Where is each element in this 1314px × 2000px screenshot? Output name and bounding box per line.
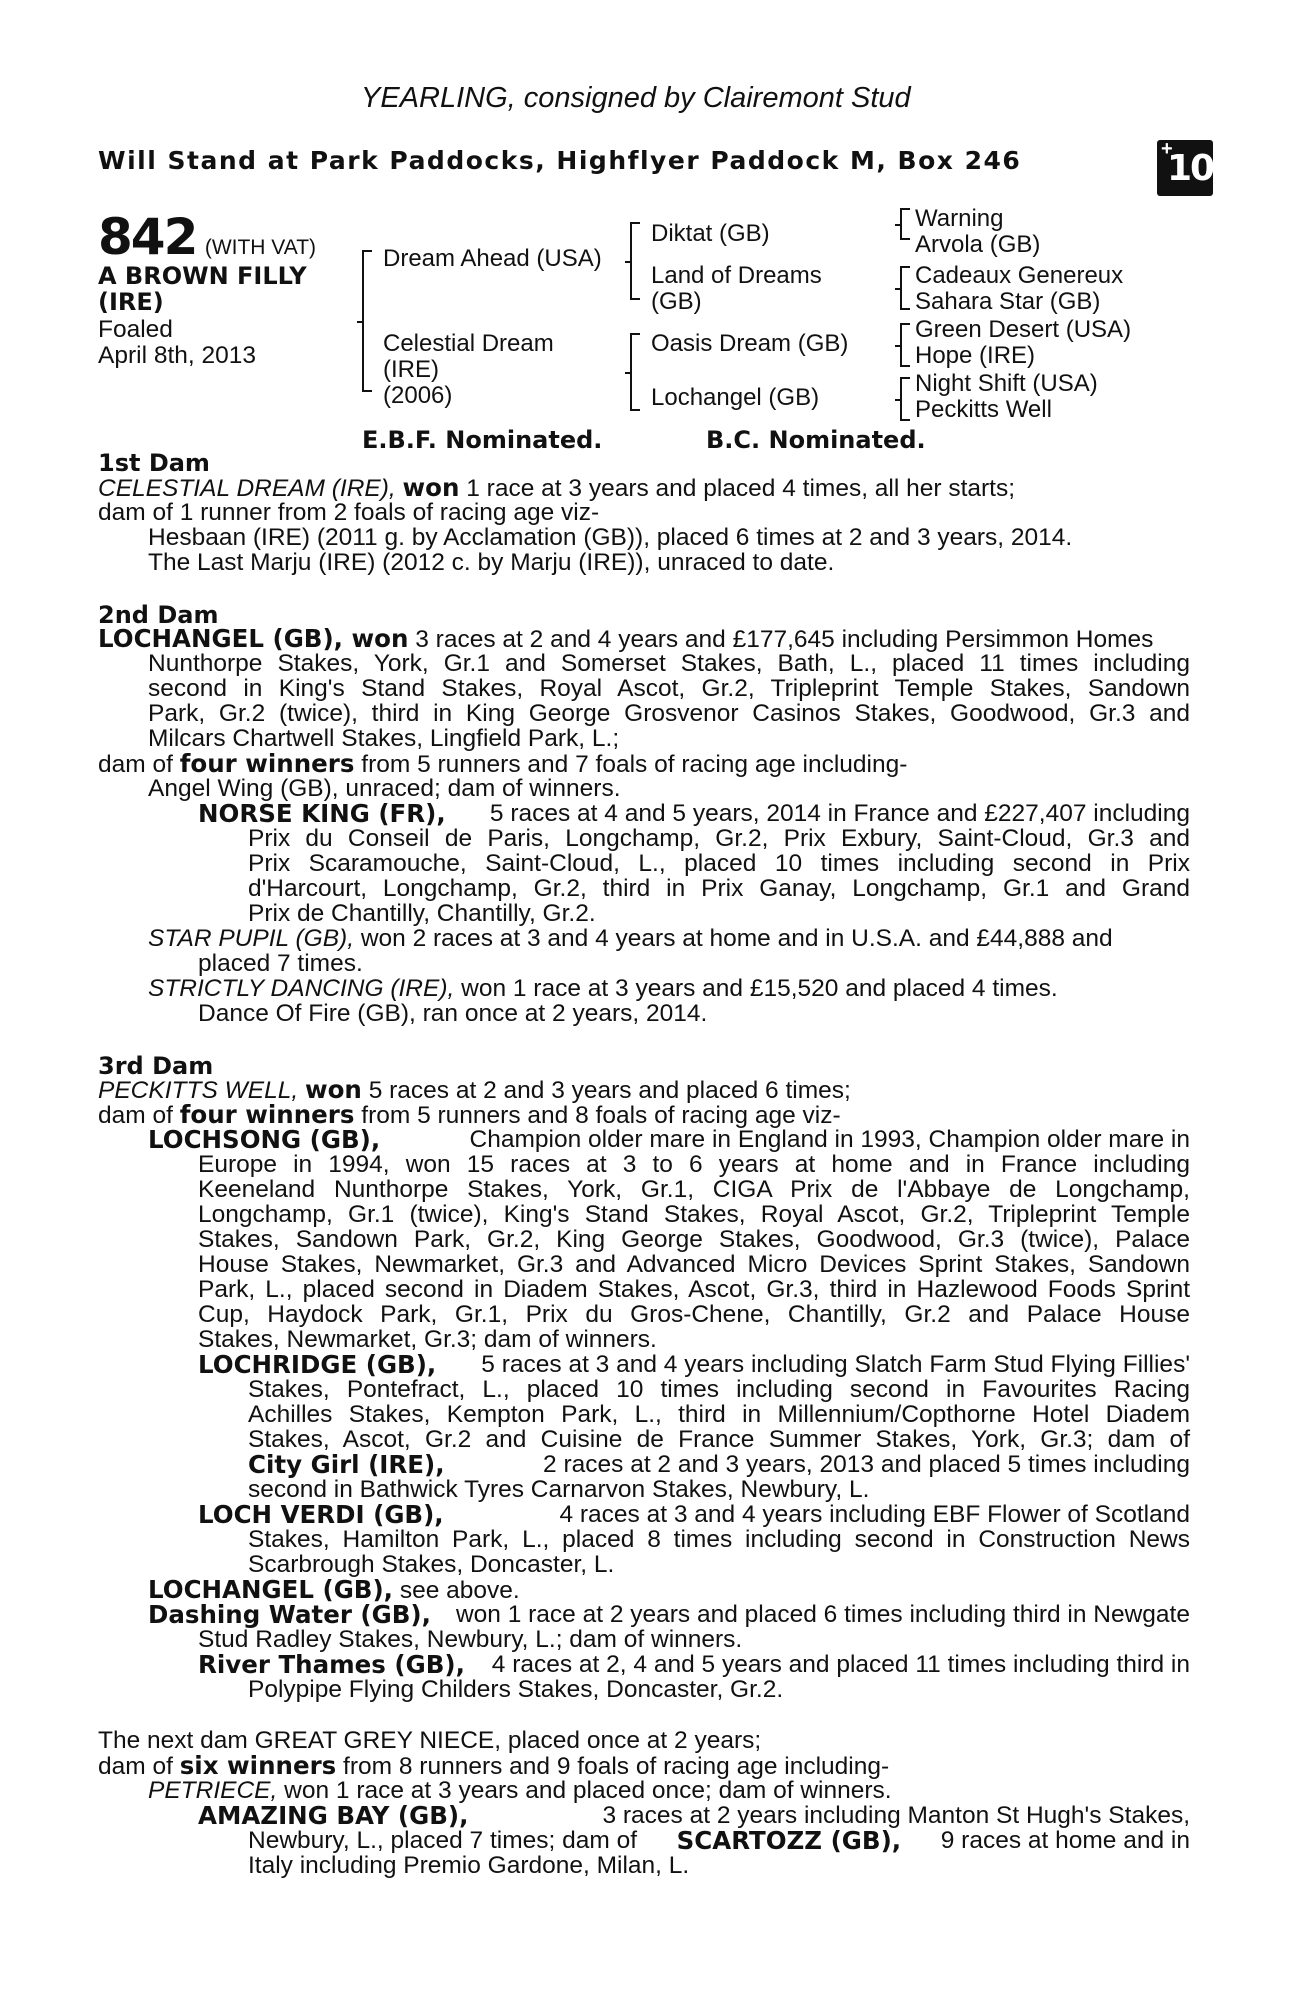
badge-plus: +	[1161, 138, 1173, 160]
petriece	[148, 1778, 892, 1803]
lochridge-line-2: Stakes, Pontefract, L., placed 10 times including second in Favourites Racing	[248, 1376, 1190, 1403]
star-pupil-line-2: placed 7 times.	[198, 950, 363, 977]
lochsong-line-4: Longchamp, Gr.1 (twice), King's Stand Stakes, Royal Ascot, Gr.2, Tripleprint Temple	[198, 1201, 1190, 1228]
amazing-bay-text-1: 3 races at 2 years including Manton St Hugh's Stakes,	[602, 1802, 1190, 1829]
loch-verdi-text-1: 4 races at 3 and 4 years including EBF Flower of Scotland	[559, 1501, 1190, 1528]
lochridge-name: LOCHRIDGE (GB),	[198, 1350, 437, 1379]
pedigree-brace-main	[362, 250, 372, 392]
lochangel-line-1	[98, 626, 1153, 652]
river-thames-name: River Thames (GB),	[198, 1650, 465, 1679]
river-thames-line-2: Polypipe Flying Childers Stakes, Doncaster, Gr.2.	[248, 1676, 784, 1703]
city-girl-line-2: second in Bathwick Tyres Carnarvon Stakes, Newbury, L.	[248, 1476, 870, 1503]
lochangel-line-5: Milcars Chartwell Stakes, Lingfield Park, L.;	[148, 725, 620, 752]
lochridge-text-1: 5 races at 3 and 4 years including Slatch Farm Stud Flying Fillies'	[481, 1351, 1190, 1378]
norse-king-line-1	[198, 801, 1190, 826]
vat-note: (WITH VAT)	[204, 236, 317, 259]
first-dam-heading: 1st Dam	[98, 449, 210, 477]
amazing-bay-text-2a: Newbury, L., placed 7 times; dam of	[248, 1827, 637, 1854]
lochsong-line-7: Park, L., placed second in Diadem Stakes, Ascot, Gr.3, third in Hazlewood Foods Sprint	[198, 1276, 1190, 1303]
star-pupil-name: STAR PUPIL (GB),	[148, 925, 355, 952]
loch-verdi-line-1	[198, 1502, 1190, 1527]
amazing-bay-line-1	[198, 1803, 1190, 1828]
sire-dam-2: (GB)	[651, 288, 702, 315]
river-thames-text-1: 4 races at 2, 4 and 5 years and placed 11 times including third in	[491, 1651, 1190, 1678]
norse-king-line-5: Prix de Chantilly, Chantilly, Gr.2.	[248, 900, 596, 927]
ped-cadeaux: Cadeaux Genereux	[915, 262, 1124, 289]
lochridge-line-3: Achilles Stakes, Kempton Park, L., third in Millennium/Copthorne Hotel Diadem	[248, 1401, 1190, 1428]
sire-sire: Diktat (GB)	[651, 220, 770, 247]
lochsong-line-2: Europe in 1994, won 15 races at 3 to 6 years at home and in France including	[198, 1151, 1190, 1178]
ebf-nominated: E.B.F. Nominated.	[362, 426, 603, 454]
peckitts-name: PECKITTS WELL,	[98, 1077, 299, 1104]
lot-badge	[1157, 140, 1213, 196]
pedigree-brace-sire	[630, 222, 640, 300]
hesbaan: Hesbaan (IRE) (2011 g. by Acclamation (GB)), placed 6 times at 2 and 3 years, 2014.	[148, 524, 1073, 551]
produce-text-2: from 5 runners and 7 foals of racing age including-	[361, 751, 908, 778]
lot-number-block	[98, 208, 316, 266]
amazing-bay-line-3: Italy including Premio Gardone, Milan, L.	[248, 1852, 690, 1879]
first-dam-record: 1 race at 3 years and placed 4 times, all her starts;	[466, 475, 1016, 502]
first-dam-line-2: dam of 1 runner from 2 foals of racing age viz-	[98, 499, 600, 526]
petriece-name: PETRIECE,	[148, 1777, 278, 1804]
ped-hope: Hope (IRE)	[915, 342, 1036, 369]
second-dam-produce	[98, 751, 907, 777]
bc-nominated: B.C. Nominated.	[706, 426, 926, 454]
star-pupil-line-1	[148, 926, 1113, 951]
dam-of-next: dam of	[98, 1753, 173, 1780]
produce-text-next: from 8 runners and 9 foals of racing age including-	[343, 1753, 890, 1780]
norse-king-line-4: d'Harcourt, Longchamp, Gr.2, third in Prix Ganay, Longchamp, Gr.1 and Grand	[248, 875, 1190, 902]
dashing-water-line-2: Stud Radley Stakes, Newbury, L.; dam of winners.	[198, 1626, 743, 1653]
amazing-bay-text-2c: 9 races at home and in	[940, 1827, 1190, 1854]
brace-sd	[900, 266, 910, 310]
angel-wing: Angel Wing (GB), unraced; dam of winners.	[148, 775, 621, 802]
third-dam-record: 5 races at 2 and 3 years and placed 6 times;	[368, 1077, 851, 1104]
lochangel-text-1: 3 races at 2 and 4 years and £177,645 including Persimmon Homes	[415, 626, 1154, 653]
lochridge-line-4: Stakes, Ascot, Gr.2 and Cuisine de France Summer Stakes, York, Gr.3; dam of	[248, 1426, 1190, 1453]
lot-number: 842	[98, 208, 197, 266]
loch-verdi-line-2: Stakes, Hamilton Park, L., placed 8 times including second in Construction News	[248, 1526, 1190, 1553]
lochsong-line-6: House Stakes, Newmarket, Gr.3 and Advanced Micro Devices Sprint Stakes, Sandown	[198, 1251, 1190, 1278]
next-dam-line-1: The next dam GREAT GREY NIECE, placed once at 2 years;	[98, 1727, 762, 1754]
ped-sahara: Sahara Star (GB)	[915, 288, 1101, 315]
ped-warning: Warning	[915, 205, 1004, 232]
four-winners-3: four winners	[179, 1100, 355, 1129]
four-winners-2: four winners	[179, 749, 355, 778]
won-label: won	[402, 473, 460, 502]
dam-line-3: (2006)	[383, 382, 453, 409]
city-girl-text-1: 2 races at 2 and 3 years, 2013 and placed 5 times including	[543, 1451, 1190, 1478]
lochangel-line-3: second in King's Stand Stakes, Royal Ascot, Gr.2, Tripleprint Temple Stakes, Sandown	[148, 675, 1190, 702]
city-girl-line-1	[248, 1452, 1190, 1477]
lochangel-line-4: Park, Gr.2 (twice), third in King George Grosvenor Casinos Stakes, Goodwood, Gr.3 and	[148, 700, 1190, 727]
third-dam-heading: 3rd Dam	[98, 1052, 214, 1080]
lochsong-line-3: Keeneland Nunthorpe Stakes, York, Gr.1, CIGA Prix de l'Abbaye de Longchamp,	[198, 1176, 1190, 1203]
sire-dam-1: Land of Dreams	[651, 262, 822, 289]
lochangel-ref-text: see above.	[399, 1577, 520, 1604]
lochsong-name: LOCHSONG (GB),	[148, 1125, 381, 1154]
last-marju: The Last Marju (IRE) (2012 c. by Marju (IRE)), unraced to date.	[148, 549, 835, 576]
foaled-date: April 8th, 2013	[98, 342, 256, 369]
star-pupil-text: won 2 races at 3 and 4 years at home and in U.S.A. and £44,888 and	[360, 925, 1113, 952]
badge-number: 10	[1167, 148, 1214, 189]
brace-ds	[900, 323, 910, 367]
dam-line-2: (IRE)	[383, 356, 439, 383]
amazing-bay-line-2	[248, 1828, 1190, 1853]
six-winners: six winners	[179, 1751, 337, 1780]
pedigree-brace-dam	[630, 333, 640, 411]
sire: Dream Ahead (USA)	[383, 245, 602, 272]
filly-origin: (IRE)	[98, 288, 164, 316]
norse-king-text-1: 5 races at 4 and 5 years, 2014 in France and £227,407 including	[489, 800, 1190, 827]
dashing-water-text-1: won 1 race at 2 years and placed 6 times including third in Newgate	[455, 1601, 1190, 1628]
strictly-dancing-name: STRICTLY DANCING (IRE),	[148, 975, 455, 1002]
brace-ss	[900, 208, 910, 240]
lochangel-ref-name: LOCHANGEL (GB),	[148, 1575, 393, 1604]
scartozz-name: SCARTOZZ (GB),	[676, 1826, 902, 1855]
foaled-label: Foaled	[98, 316, 173, 343]
ped-night-shift: Night Shift (USA)	[915, 370, 1098, 397]
lochsong-text-1: Champion older mare in England in 1993, Champion older mare in	[469, 1126, 1190, 1153]
won-label-3: won	[304, 1075, 362, 1104]
loch-verdi-name: LOCH VERDI (GB),	[198, 1500, 444, 1529]
lochsong-line-1	[148, 1127, 1190, 1152]
norse-king-line-3: Prix Scaramouche, Saint-Cloud, L., placed 10 times including second in Prix	[248, 850, 1190, 877]
loch-verdi-line-3: Scarbrough Stakes, Doncaster, L.	[248, 1551, 615, 1578]
petriece-text: won 1 race at 3 years and placed once; dam of winners.	[284, 1777, 892, 1804]
ped-peckitts: Peckitts Well	[915, 396, 1052, 423]
ped-green-desert: Green Desert (USA)	[915, 316, 1132, 343]
norse-king-line-2: Prix du Conseil de Paris, Longchamp, Gr.2, Prix Exbury, Saint-Cloud, Gr.3 and	[248, 825, 1190, 852]
filly-description: A BROWN FILLY	[98, 262, 307, 290]
ped-arvola: Arvola (GB)	[915, 231, 1041, 258]
dam-sire: Oasis Dream (GB)	[651, 330, 849, 357]
dam-of-3: dam of	[98, 1102, 173, 1129]
lochangel-line-2: Nunthorpe Stakes, York, Gr.1 and Somerset Stakes, Bath, L., placed 11 times including	[148, 650, 1190, 677]
consignment-line: YEARLING, consigned by Clairemont Stud	[361, 82, 911, 114]
dam-of-2: dam of	[98, 751, 173, 778]
dance-of-fire: Dance Of Fire (GB), ran once at 2 years, 2014.	[198, 1000, 708, 1027]
strictly-dancing	[148, 976, 1058, 1001]
river-thames-line-1	[198, 1652, 1190, 1677]
strictly-dancing-text: won 1 race at 3 years and £15,520 and placed 4 times.	[461, 975, 1058, 1002]
lochridge-line-1	[198, 1352, 1190, 1377]
lochsong-line-8: Cup, Haydock Park, Gr.1, Prix du Gros-Chene, Chantilly, Gr.2 and Palace House	[198, 1301, 1190, 1328]
lochangel-name: LOCHANGEL (GB), won	[98, 624, 409, 653]
lochsong-line-5: Stakes, Sandown Park, Gr.2, King George Stakes, Goodwood, Gr.3 (twice), Palace	[198, 1226, 1190, 1253]
brace-dd	[900, 377, 910, 421]
amazing-bay-name: AMAZING BAY (GB),	[198, 1801, 469, 1830]
dam-line-1: Celestial Dream	[383, 330, 554, 357]
produce-text-3: from 5 runners and 8 foals of racing age viz-	[361, 1102, 841, 1129]
celestial-name: CELESTIAL DREAM (IRE),	[98, 475, 396, 502]
dashing-water-name: Dashing Water (GB),	[148, 1600, 431, 1629]
next-dam-produce	[98, 1753, 889, 1779]
dashing-water-line-1	[148, 1602, 1190, 1627]
lochsong-line-9: Stakes, Newmarket, Gr.3; dam of winners.	[198, 1326, 657, 1353]
first-dam-line-1	[98, 475, 1015, 501]
stand-location: Will Stand at Park Paddocks, Highflyer Paddock M, Box 246	[98, 146, 1022, 175]
second-dam-heading: 2nd Dam	[98, 601, 219, 629]
dam-dam: Lochangel (GB)	[651, 384, 820, 411]
city-girl-name: City Girl (IRE),	[248, 1450, 445, 1479]
norse-king-name: NORSE KING (FR),	[198, 799, 446, 828]
